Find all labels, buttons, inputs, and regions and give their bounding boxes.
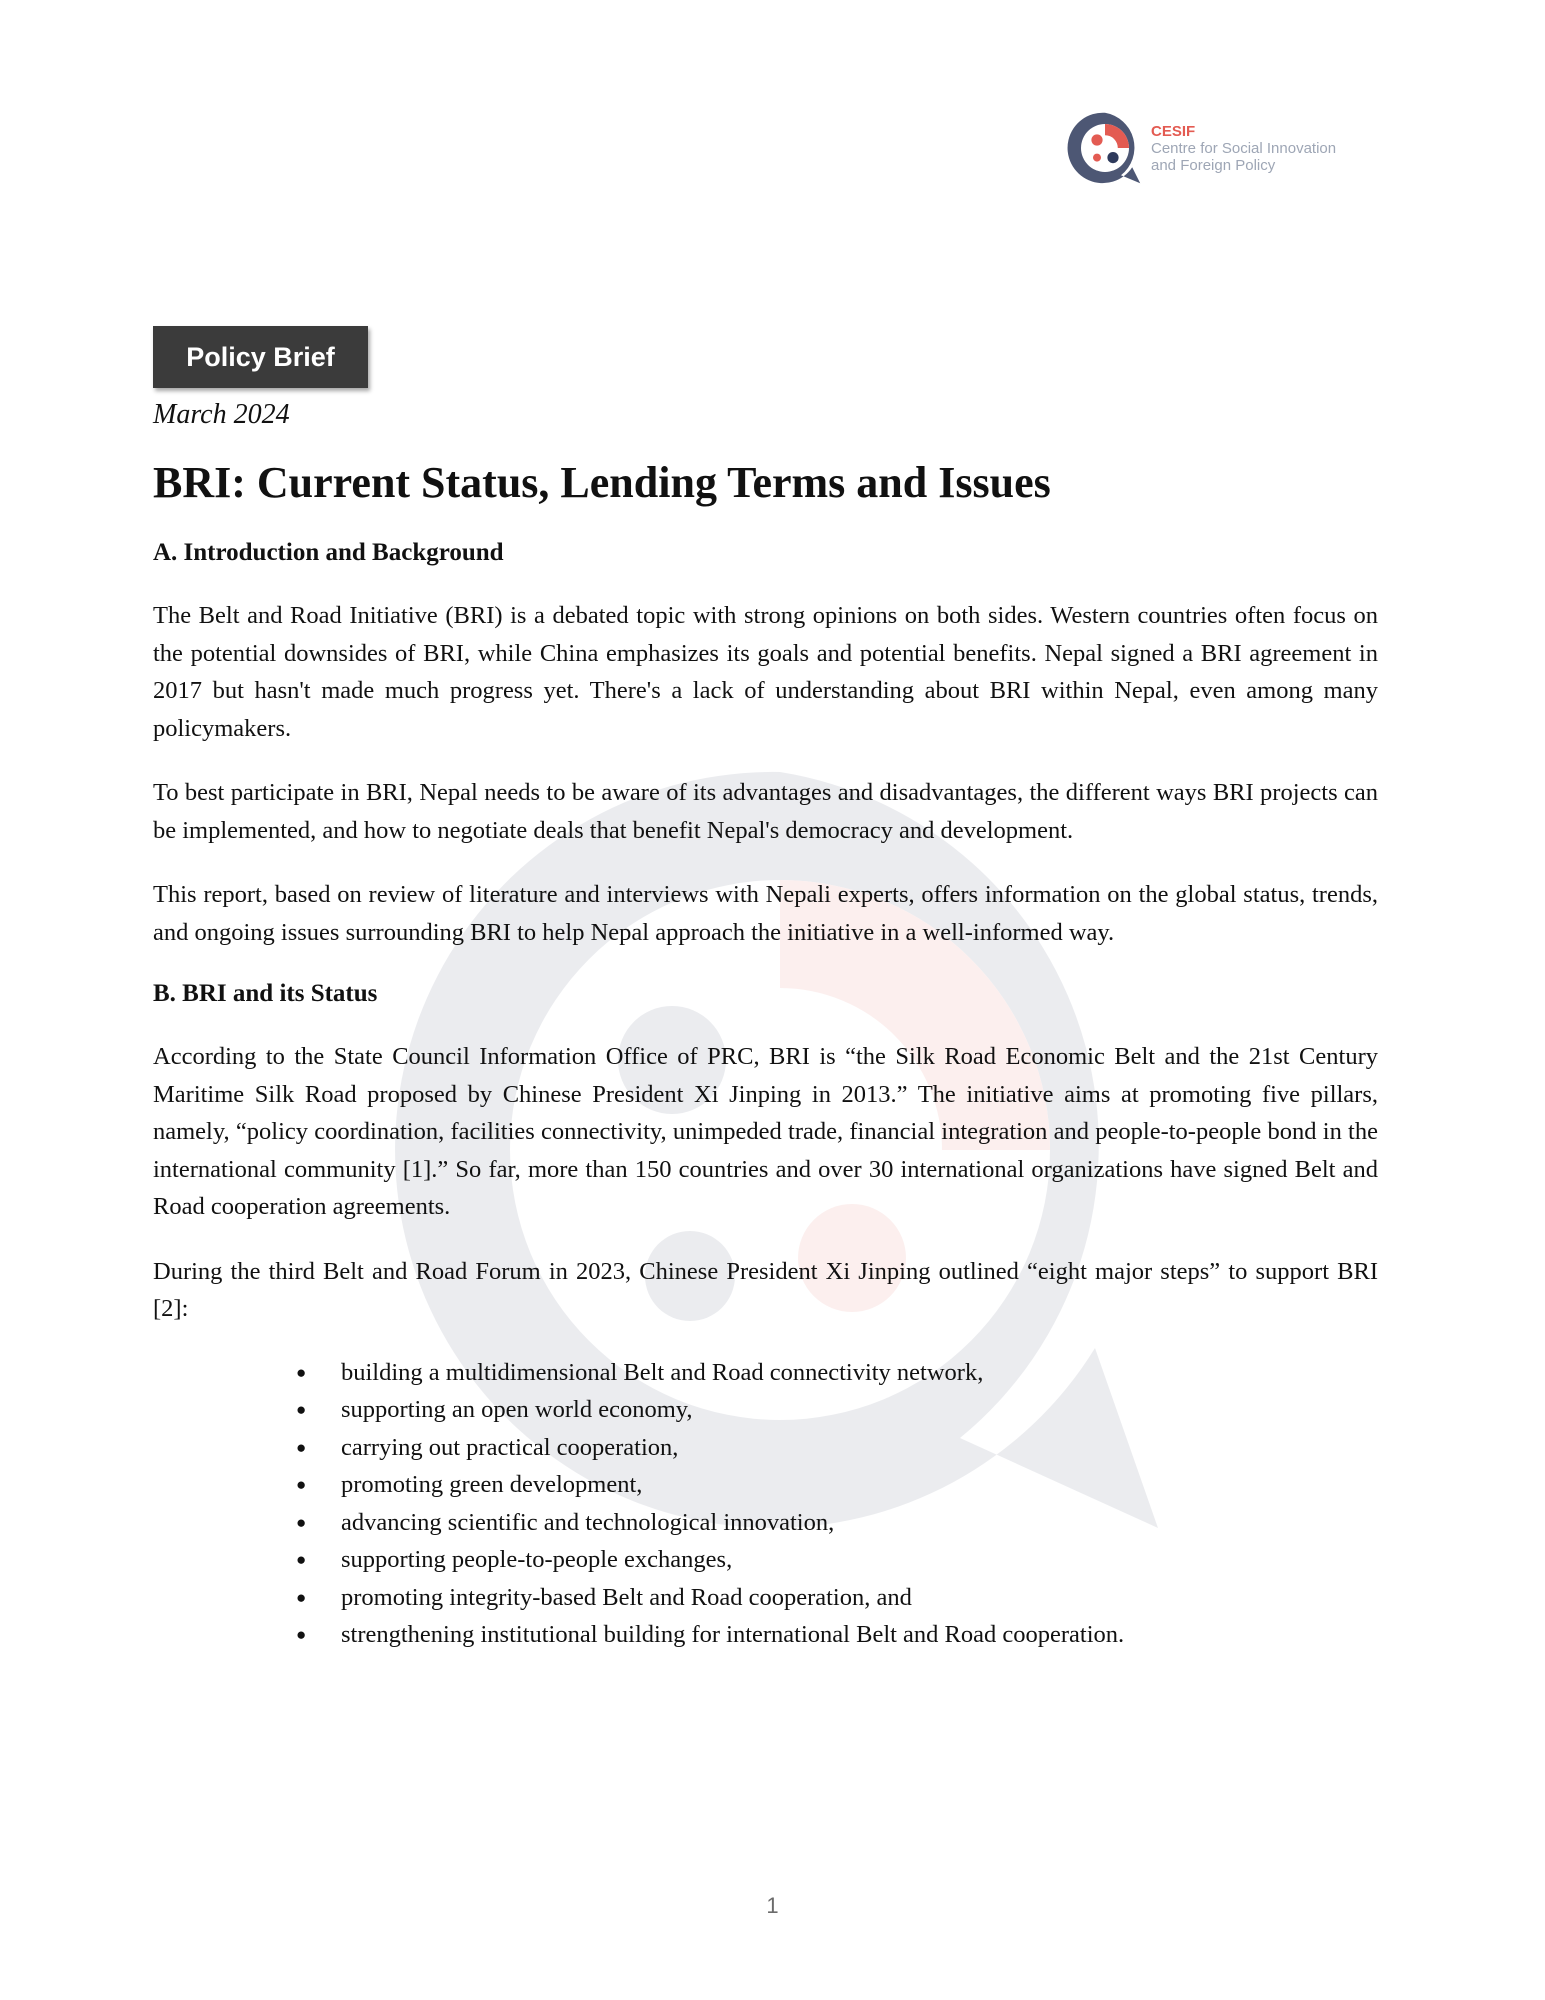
- section-b-paragraph-2: During the third Belt and Road Forum in 2023, Chinese President Xi Jinping outlined “eight major steps” to support BRI [2]:: [153, 1257, 1378, 1322]
- page-title: BRI: Current Status, Lending Terms and Issues: [153, 458, 1051, 507]
- document-body: [153, 396, 1378, 1654]
- logo-abbreviation: CESIF: [1151, 122, 1196, 140]
- policy-brief-badge: Policy Brief: [153, 326, 368, 388]
- list-item: ● carrying out practical cooperation,: [153, 1429, 1378, 1467]
- logo-name-line-2: and Foreign Policy: [1151, 156, 1276, 174]
- list-item: ● promoting green development,: [153, 1466, 1378, 1504]
- section-a-paragraph-1: The Belt and Road Initiative (BRI) is a debated topic with strong opinions on both sides. Western countries often focus on the potential downsides of BRI, while China emphasizes its goals and potential benefits. Nepal signed a BRI agreement in 2017 but hasn't made much progress yet. There's a lack of understanding about BRI within Nepal, even among many policymakers.: [153, 602, 1378, 742]
- list-item: ● supporting people-to-people exchanges,: [153, 1541, 1378, 1579]
- cesif-logo: [1065, 108, 1336, 188]
- publication-date: March 2024: [153, 399, 290, 430]
- list-item: ● strengthening institutional building for international Belt and Road cooperation.: [153, 1616, 1378, 1654]
- list-item: ● supporting an open world economy,: [153, 1391, 1378, 1429]
- section-a-heading: A. Introduction and Background: [153, 539, 504, 566]
- page-number: 1: [766, 1893, 779, 1918]
- section-b-paragraph-1: According to the State Council Information Office of PRC, BRI is “the Silk Road Economic Belt and the 21st Century Maritime Silk Road proposed by Chinese President Xi Jinping in 2013.” The initiative aims at promoting five pillars, namely, “policy coordination, facilities connectivity, unimpeded trade, financial integration and people-to-people bond in the international community [1].” So far, more than 150 countries and over 30 international organizations have signed Belt and Road cooperation agreements.: [153, 1043, 1378, 1220]
- list-item: ● advancing scientific and technological innovation,: [153, 1504, 1378, 1542]
- section-a-paragraph-2: To best participate in BRI, Nepal needs to be aware of its advantages and disadvantages, the different ways BRI projects can be implemented, and how to negotiate deals that benefit Nepal's democracy and development.: [153, 779, 1378, 844]
- list-item: ● promoting integrity-based Belt and Road cooperation, and: [153, 1579, 1378, 1617]
- list-item: ● building a multidimensional Belt and Road connectivity network,: [153, 1354, 1378, 1392]
- section-b-heading: B. BRI and its Status: [153, 980, 378, 1007]
- section-a-paragraph-3: This report, based on review of literature and interviews with Nepali experts, offers information on the global status, trends, and ongoing issues surrounding BRI to help Nepal approach the initiative in a well-informed way.: [153, 881, 1378, 946]
- logo-name-line-1: Centre for Social Innovation: [1151, 139, 1337, 157]
- eight-steps-list: [153, 1354, 1378, 1654]
- cesif-logo-icon: [1065, 108, 1145, 188]
